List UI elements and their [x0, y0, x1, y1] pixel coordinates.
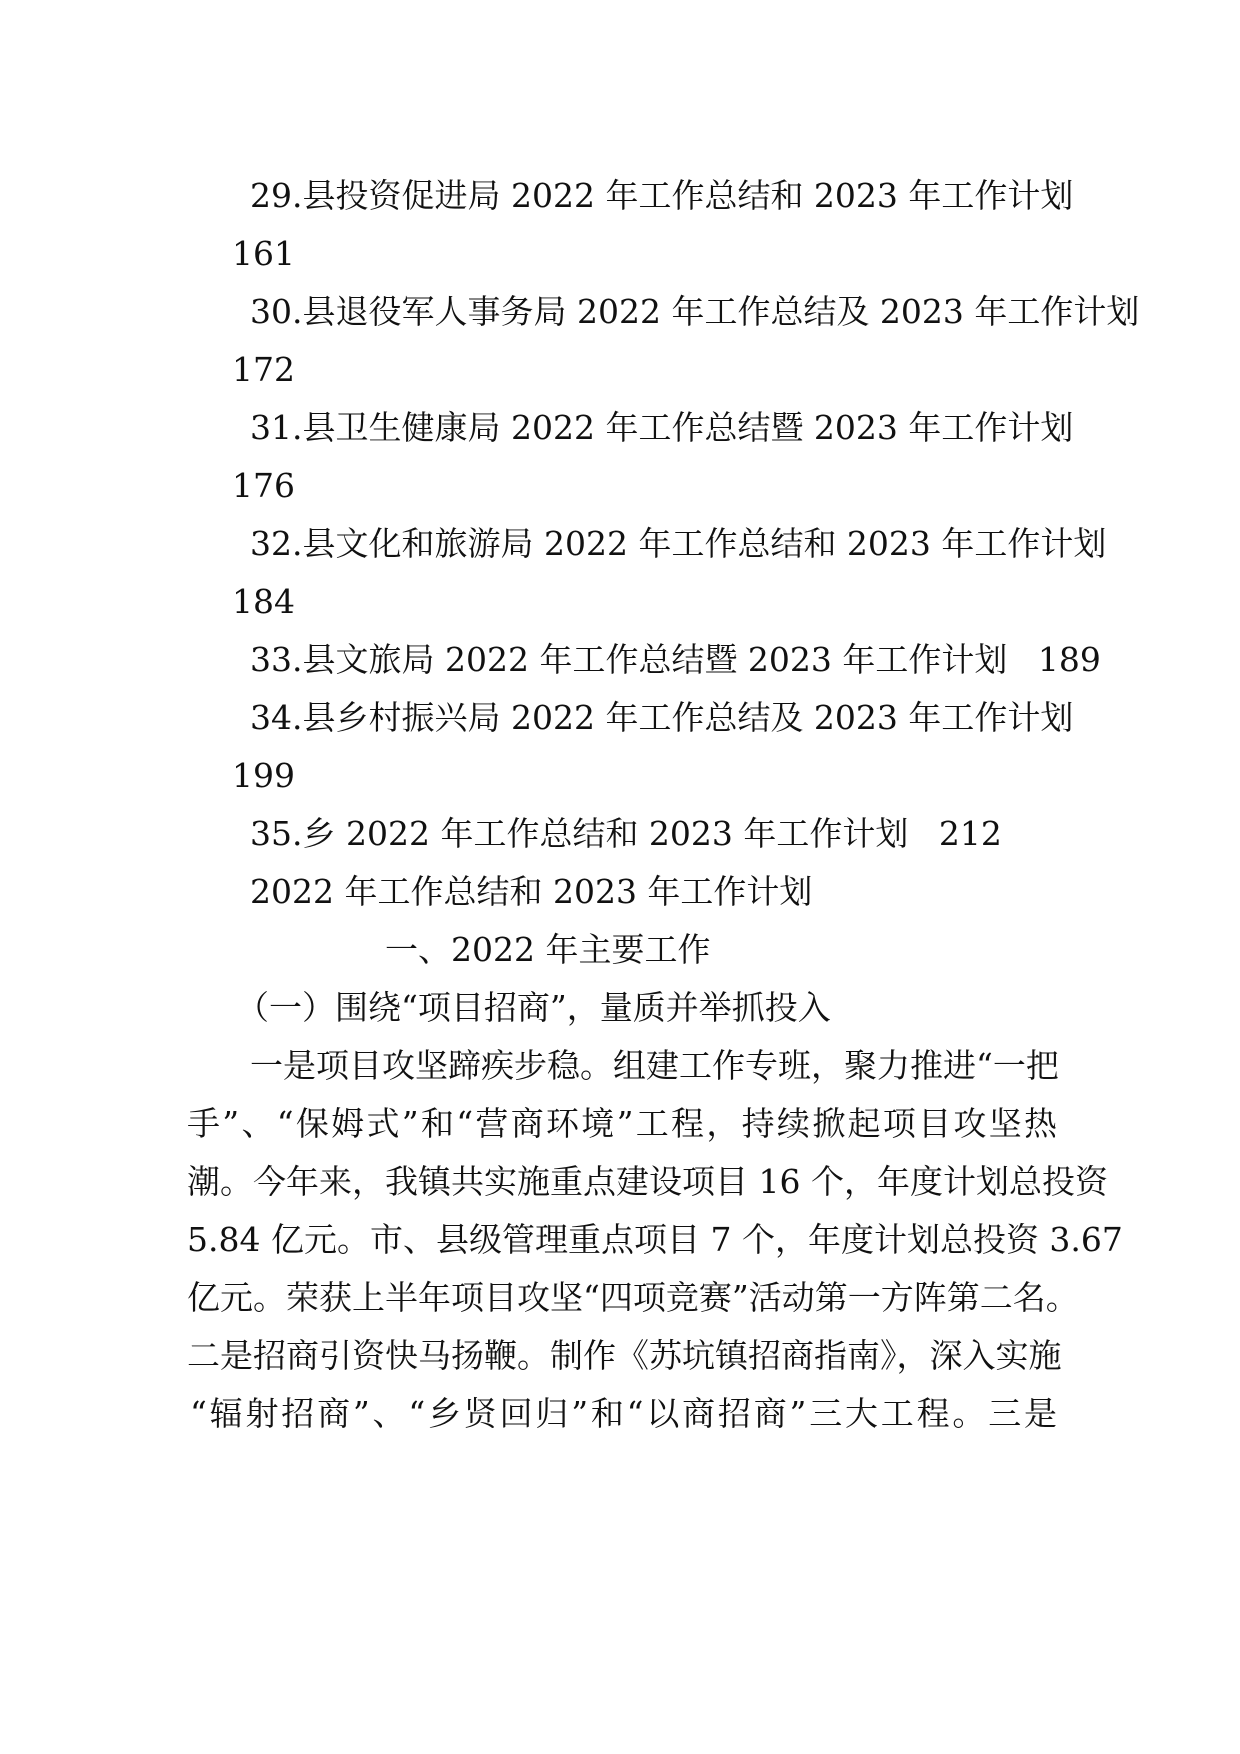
- toc-title: 县投资促进局 2022 年工作总结和 2023 年工作计划: [302, 176, 1074, 215]
- toc-number: 34.: [250, 698, 303, 737]
- toc-number: 33.: [250, 640, 303, 679]
- paragraph-line: “辐射招商”、“乡贤回归”和“以商招商”三大工程。三是: [190, 1394, 1057, 1433]
- toc-item-35[interactable]: [250, 814, 1002, 854]
- toc-title: 县文化和旅游局 2022 年工作总结和 2023 年工作计划: [302, 524, 1107, 563]
- toc-title: 乡 2022 年工作总结和 2023 年工作计划: [302, 814, 909, 853]
- paragraph-line: 潮。今年来，我镇共实施重点建设项目 16 个，年度计划总投资: [187, 1162, 1108, 1201]
- document-title: 2022 年工作总结和 2023 年工作计划: [250, 872, 813, 911]
- section-heading: 一、2022 年主要工作: [385, 930, 711, 969]
- toc-page-number: 189: [1037, 640, 1101, 679]
- toc-page-number: 212: [938, 814, 1002, 853]
- paragraph-line: 5.84 亿元。市、县级管理重点项目 7 个，年度计划总投资 3.67: [187, 1220, 1123, 1259]
- toc-page-number: 176: [232, 466, 295, 505]
- toc-page-number: 199: [232, 756, 295, 795]
- paragraph-line: 二是招商引资快马扬鞭。制作《苏坑镇招商指南》，深入实施: [187, 1336, 1062, 1375]
- toc-number: 35.: [250, 814, 303, 853]
- toc-title: 县乡村振兴局 2022 年工作总结及 2023 年工作计划: [302, 698, 1074, 737]
- subsection-heading: （一）围绕“项目招商”，量质并举抓投入: [236, 988, 831, 1027]
- toc-title: 县卫生健康局 2022 年工作总结暨 2023 年工作计划: [302, 408, 1074, 447]
- toc-number: 29.: [250, 176, 303, 215]
- toc-page-number: 184: [232, 582, 295, 621]
- paragraph-line: 一是项目攻坚蹄疾步稳。组建工作专班，聚力推进“一把: [250, 1046, 1059, 1085]
- toc-number: 32.: [250, 524, 303, 563]
- toc-number: 30.: [250, 292, 303, 331]
- toc-title: 县退役军人事务局 2022 年工作总结及 2023 年工作计划: [302, 292, 1140, 331]
- toc-page-number: 161: [232, 234, 295, 273]
- toc-page-number: 172: [232, 350, 295, 389]
- toc-item-31[interactable]: [250, 408, 1073, 448]
- toc-item-33[interactable]: [250, 640, 1101, 680]
- toc-item-30[interactable]: [250, 292, 1139, 332]
- toc-item-32[interactable]: [250, 524, 1106, 564]
- paragraph-line: 手”、“保姆式”和“营商环境”工程，持续掀起项目攻坚热: [187, 1104, 1057, 1143]
- paragraph-line: 亿元。荣获上半年项目攻坚“四项竞赛”活动第一方阵第二名。: [187, 1278, 1079, 1317]
- toc-number: 31.: [250, 408, 303, 447]
- toc-title: 县文旅局 2022 年工作总结暨 2023 年工作计划: [302, 640, 1008, 679]
- toc-item-34[interactable]: [250, 698, 1073, 738]
- toc-item-29[interactable]: [250, 176, 1074, 216]
